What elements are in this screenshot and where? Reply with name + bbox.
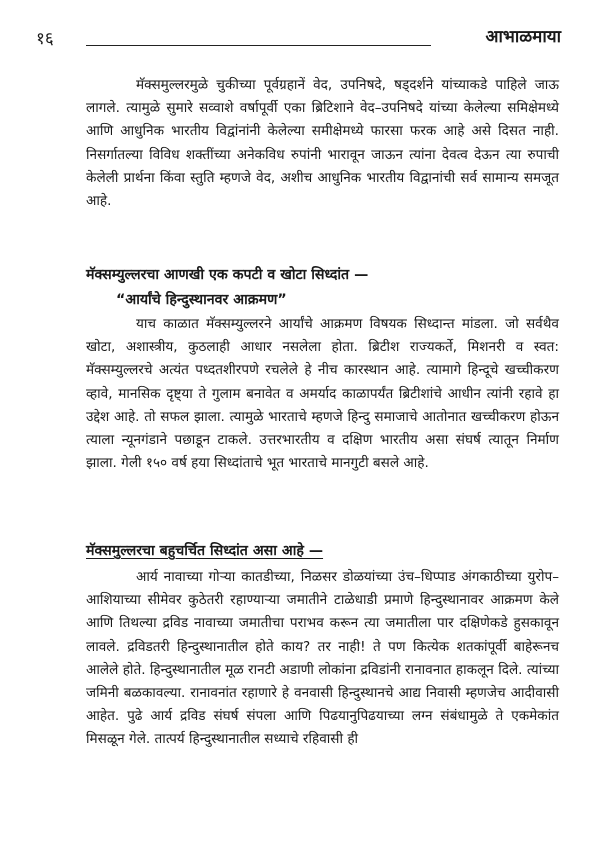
section-heading-theory-statement: मॅक्समुल्लरचा बहुचर्चित सिध्दांत असा आहे — xyxy=(86,543,324,559)
paragraph-text: आर्य नावाच्या गोऱ्या कातडीच्या, निळसर डोळयांच्या उंच–धिप्पाड अंगकाठीच्या युरोप–आशियाच्या सीमेवर कुठेतरी रहाण्याऱ्या जमातीने टाळेधाडी प्रमाणे हिन्दुस्थानावर आक्रमण केले आणि तिथल्या द्रविड नावाच्या जमातीचा पराभव करून त्या जमातीला पार दक्षिणेकडे हुसकावून लावले. द्रविडतरी हिन्दुस्थानातील होते काय? तर नाही! ते पण कित्येक शतकांपूर्वी बाहेरूनच आलेले होते. हिन्दुस्थानातील मूळ रानटी अडाणी लोकांना द्रविडांनी रानावनात हाकलून दिले. त्यांच्या जमिनी बळकावल्या. रानावनांत रहाणारे हे वनवासी हिन्दुस्थानचे आद्य निवासी म्हणजेच आदीवासी आहेत. पुढे आर्य द्रविड संघर्ष संपला आणि पिढयानुपिढयाच्या लग्न संबंधामुळे ते एकमेकांत मिसळून गेले. तात्पर्य हिन्दुस्थानातील सध्याचे रहिवासी ही xyxy=(86,569,559,748)
section-heading-aryan-theory: मॅक्सम्युल्लरचा आणखी एक कपटी व खोटा सिध्दांत — xyxy=(86,267,369,283)
header-rule xyxy=(86,45,431,46)
running-title: आभाळमाया xyxy=(485,27,561,47)
paragraph-vedas-misinterpretation xyxy=(86,74,559,213)
page-number: १६ xyxy=(36,29,54,49)
paragraph-text: याच काळात मॅक्सम्युल्लरने आर्यांचे आक्रमण विषयक सिध्दान्त मांडला. जो सर्वथैव खोटा, अशास्त्रीय, कुठलाही आधार नसलेला होता. ब्रिटीश राज्यकर्ते, मिशनरी व स्वत: मॅक्सम्युल्लरचे अत्यंत पध्दतशीरपणे रचलेले हे नीच कारस्थान आहे. त्यामागे हिन्दूचे खच्चीकरण व्हावे, मानसिक दृष्ट्या ते गुलाम बनावेत व अमर्याद काळापर्यंत ब्रिटीशांचे आधीन त्यांनी रहावे हा उद्देश आहे. तो सफल झाला. त्यामुळे भारताचे म्हणजे हिन्दु समाजाचे आतोनात खच्चीकरण होऊन त्याला न्यूनगंडाने पछाडून टाकले. उत्तरभारतीय व दक्षिण भारतीय असा संघर्ष त्यातून निर्माण झाला. गेली १५० वर्ष हया सिध्दांताचे भूत भारताचे मानगुटी बसले आहे. xyxy=(86,316,559,472)
section-subheading-aryan-invasion: “आर्यांचे हिन्दुस्थानवर आक्रमण” xyxy=(116,292,287,308)
paragraph-theory-details xyxy=(86,566,559,752)
paragraph-aryan-invasion xyxy=(86,313,559,475)
page-header xyxy=(22,22,573,50)
paragraph-text: मॅक्समुल्लरमुळे चुकीच्या पूर्वग्रहानें वेद, उपनिषदे, षड्दर्शने यांच्याकडे पाहिले जाऊ लागले. त्यामुळे सुमारे सव्वाशे वर्षापूर्वी एका ब्रिटिशाने वेद–उपनिषदे यांच्या केलेल्या समिक्षेमध्ये आणि आधुनिक भारतीय विद्वांनांनी केलेल्या समीक्षेमध्ये फारसा फरक आहे असे दिसत नाही. निसर्गातल्या विविध शक्तींच्या अनेकविध रुपांनी भारावून जाऊन त्यांना देवत्व देऊन त्या रुपाची केलेली प्रार्थना किंवा स्तुति म्हणजे वेद, अशीच आधुनिक भारतीय विद्वानांची सर्व सामान्य समजूत आहे. xyxy=(86,77,559,210)
